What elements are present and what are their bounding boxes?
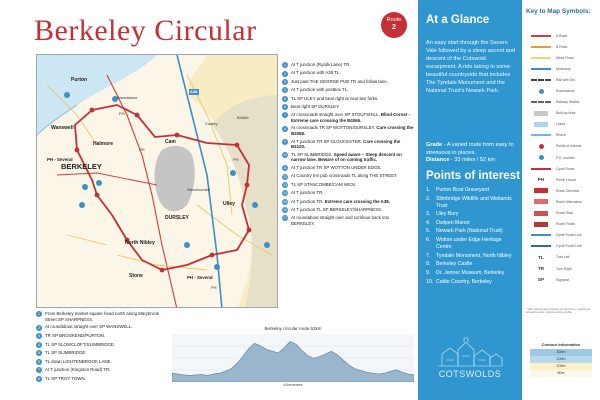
key-symbol-icon: [526, 221, 556, 228]
key-row: [526, 263, 598, 274]
town-purton: Purton: [71, 77, 88, 83]
route-badge-word: Route: [386, 17, 402, 23]
key-symbol-icon: [526, 232, 556, 239]
key-row: [526, 41, 598, 52]
key-label: Rail with Stn.: [556, 77, 576, 82]
step-text: [291, 182, 357, 188]
key-symbol-icon: [526, 88, 556, 95]
pub-marker: PH: [119, 111, 125, 116]
step-number-badge: 17: [283, 216, 287, 221]
key-symbol-icon: [526, 43, 556, 50]
key-label: Minor Road: [556, 55, 574, 60]
grade-text: [426, 142, 518, 158]
finish-label: PH - Several: [187, 275, 213, 280]
key-symbol-icon: [526, 32, 556, 39]
step-text: [291, 152, 414, 163]
poi-name: Dr. Jenner Museum, Berkeley: [436, 269, 505, 276]
step-number-badge: 5: [284, 96, 286, 101]
key-label: Turn Right: [556, 266, 572, 271]
step-instruction: TL down LIGHTENBROOK LANE.: [45, 358, 112, 364]
step-number-badge: 7: [38, 368, 40, 373]
direction-step: [36, 342, 164, 348]
step-instruction: From Berkeley market square head north along Marybrook Street SP SHARPNESS.: [45, 311, 159, 322]
key-label: Railway Station: [556, 100, 580, 105]
step-instruction: TL SP SLIMBRIDGE.: [291, 151, 333, 157]
cotswolds-label: COTSWOLDS: [438, 369, 502, 379]
contour-band: 300m: [530, 349, 592, 356]
step-warning: Extreme care crossing the A38.: [324, 198, 390, 204]
key-symbol-icon: [526, 143, 556, 150]
map-key: [522, 0, 600, 400]
key-label: Cycle Route Line: [556, 244, 582, 249]
place-breadstone: Breadstone: [117, 95, 138, 100]
river-severn: [37, 55, 157, 135]
step-warning: Speed aware – Steep descent on narrow lane. Beware of on coming traffic.: [291, 151, 402, 163]
key-symbol-icon: [526, 210, 556, 217]
step-number-badge: 4: [38, 342, 40, 347]
directions-list-bottom: [36, 311, 164, 384]
profile-chart: [172, 334, 414, 382]
place-coaley: Coaley: [205, 121, 218, 126]
key-label: A Road: [556, 33, 568, 38]
key-row: [526, 141, 598, 152]
contour-band: 200m: [530, 356, 592, 363]
step-text: [45, 367, 110, 373]
step-number-badge: 14: [283, 191, 287, 196]
key-row: [526, 163, 598, 174]
contour-band: 50m: [530, 370, 592, 377]
key-symbol-icon: [526, 165, 556, 172]
contour-title: Contour Information: [541, 342, 581, 347]
direction-step: [282, 182, 414, 188]
direction-step: [282, 79, 414, 85]
step-number-badge: 8: [284, 126, 286, 131]
poi-item: [426, 279, 518, 286]
poi-item: [426, 237, 518, 251]
step-number-badge: 3: [284, 79, 286, 84]
poi-item: [426, 261, 518, 268]
step-instruction: Just past THE GEORGE PUB TR and follow lane.: [291, 78, 388, 84]
direction-step: [36, 333, 164, 339]
key-row: [526, 174, 598, 185]
town-cam: Cam: [165, 139, 176, 145]
step-text: [291, 173, 398, 179]
poi-name: Uley Bury: [436, 211, 459, 218]
contour-200: [212, 95, 278, 308]
step-instruction: At T junction (Ryalls Lane) TR.: [291, 62, 351, 67]
poi-item: [426, 228, 518, 235]
key-row: [526, 85, 598, 96]
direction-step: [282, 104, 414, 110]
step-instruction: At Country Inn pub crossroads TL along THE STREET.: [291, 173, 398, 179]
key-symbol-icon: [526, 254, 556, 261]
step-instruction: At T junction TR.: [291, 190, 324, 196]
grade-value: - A varied route from easy to strenuous in places.: [426, 142, 514, 156]
step-text: [291, 199, 390, 205]
step-text: [291, 70, 341, 76]
step-text: [291, 96, 378, 102]
poi-item: [426, 211, 518, 218]
key-label: Roundabout: [556, 89, 575, 94]
poi-number: 4.: [426, 219, 431, 226]
key-abbrev: SP: [537, 277, 545, 283]
poi-item: [426, 196, 518, 210]
key-row: [526, 63, 598, 74]
step-instruction: At T junction TL SP BERKELEY/SHARPNESS.: [291, 206, 383, 212]
key-label: Motorway: [556, 66, 571, 71]
step-instruction: At T junction TR SP GLOUCESTER.: [291, 138, 362, 144]
poi-name: Owlpen Manor: [436, 219, 470, 226]
step-number-badge: 9: [284, 139, 286, 144]
poi-number: 10.: [426, 278, 434, 285]
key-label: Signpost: [556, 277, 570, 282]
pub-marker: PH: [139, 147, 145, 152]
step-text: [291, 125, 414, 136]
poi-name: Purton Boat Graveyard: [436, 187, 490, 193]
distance-label: Distance: [426, 157, 450, 163]
poi-number: 8.: [426, 261, 431, 268]
key-row: [526, 30, 598, 41]
glance-text: An easy start through the Severn Vale followed by a steep ascent and descent of the Cotswold escarpment. A ride taking in some beautiful countryside that includes The Tyndale Monument and the National Trust's Newark Park.: [426, 40, 516, 94]
key-label: Lakes: [556, 122, 566, 127]
direction-step: [282, 173, 414, 179]
info-panel: [418, 0, 522, 400]
step-text: [291, 62, 351, 68]
glance-heading: At a Glance: [426, 14, 490, 26]
step-number-badge: 5: [38, 351, 40, 356]
key-row: [526, 219, 598, 230]
poi-name: Wotton under Edge Heritage Centre: [436, 237, 502, 251]
town-stone: Stone: [129, 273, 143, 279]
step-instruction: Bear right SP DURSLEY.: [291, 103, 340, 109]
key-label: Public House: [556, 177, 576, 182]
distance-text: [426, 157, 518, 163]
profile-xlabel: Kilometres: [283, 382, 303, 387]
key-row: [526, 274, 598, 285]
start-label: PH - Several: [47, 157, 73, 162]
key-row: [526, 119, 598, 130]
poi-heading: Points of interest: [426, 170, 520, 182]
key-row: [526, 185, 598, 196]
step-text: [291, 112, 414, 123]
town-dursley: DURSLEY: [165, 215, 189, 221]
key-label: Route Direction: [556, 188, 580, 193]
direction-step: [282, 165, 414, 171]
step-number-badge: 6: [284, 105, 286, 110]
poi-list: [426, 187, 518, 287]
directions-list-right: [282, 62, 414, 228]
direction-step: [282, 152, 414, 163]
key-symbol-icon: [526, 110, 556, 117]
step-number-badge: 13: [283, 182, 287, 187]
key-symbol-icon: [526, 54, 556, 61]
step-instruction: TL SP ULEY and bear right at next two forks.: [291, 95, 379, 101]
key-note: * Take care at road crossings and junctions. Cyclists are advised to wear a helmet and be visible.: [526, 308, 591, 315]
key-row: [526, 74, 598, 85]
step-text: [291, 139, 414, 150]
step-text: [45, 359, 112, 365]
poi-number: 6.: [426, 237, 431, 244]
step-number-badge: 6: [38, 359, 40, 364]
direction-step: [282, 190, 414, 196]
key-label: Rivers: [556, 133, 566, 138]
contour-band: 100m: [530, 363, 592, 370]
step-number-badge: 4: [284, 88, 286, 93]
town-berkeley: BERKELEY: [61, 162, 102, 171]
place-stinchcombe: Stinchcombe: [187, 187, 211, 192]
cotswolds-landmark-icon: [436, 336, 504, 368]
step-text: [291, 104, 340, 110]
key-label: Points of Interest: [556, 144, 582, 149]
pub-marker: PH: [233, 157, 239, 162]
step-text: [45, 376, 86, 382]
key-label: Built-up Area: [556, 111, 576, 116]
town-wanswell: Wanswell: [51, 125, 74, 131]
step-text: [291, 87, 348, 93]
poi-number: 9.: [426, 269, 431, 276]
town-north-nibley: North Nibley: [125, 240, 155, 246]
key-symbol-icon: [526, 243, 556, 250]
step-warning: Blind Corner - Extreme care crossing the B4066.: [291, 112, 411, 123]
key-row: [526, 52, 598, 63]
step-text: [45, 311, 164, 322]
route-map[interactable]: [36, 54, 278, 308]
direction-step: [282, 70, 414, 76]
poi-name: Newark Park (National Trust): [436, 228, 503, 235]
step-text: [45, 350, 86, 356]
key-label: Cycle Route: [556, 166, 575, 171]
key-symbol-icon: [526, 265, 556, 272]
poi-number: 2.: [426, 195, 431, 202]
step-instruction: At T junction with A38 TL.: [291, 70, 341, 76]
direction-step: [36, 311, 164, 322]
poi-item: [426, 220, 518, 227]
step-instruction: TR SP BROOKEND/PURTON.: [45, 332, 106, 338]
poi-name: Tyndale Monument, North Nibley: [436, 252, 512, 259]
contour-bands: [530, 349, 592, 377]
poi-item: [426, 187, 518, 194]
contour-info: [530, 342, 592, 377]
step-number-badge: 12: [283, 174, 287, 179]
direction-step: [282, 139, 414, 150]
poi-name: Slimbridge Wildlife and Wetlands Trust: [436, 195, 512, 209]
key-row: [526, 252, 598, 263]
direction-step: [282, 62, 414, 68]
key-label: Cycle Route Link: [556, 233, 582, 238]
poi-name: Berkeley Castle: [436, 261, 473, 268]
key-label: P.O. number: [556, 155, 575, 160]
key-row: [526, 230, 598, 241]
page-title: Berkeley Circular: [34, 14, 257, 47]
key-symbol-icon: [526, 154, 556, 161]
step-text: [291, 215, 414, 226]
step-instruction: TL SP TROY TOWN.: [45, 375, 86, 381]
key-row: [526, 108, 598, 119]
step-instruction: At crossroads straight over SP STOUTSHILL.: [291, 112, 380, 118]
step-text: [291, 190, 323, 196]
key-symbol-icon: [526, 176, 556, 183]
route-badge: [381, 12, 407, 38]
key-label: B Road: [556, 44, 568, 49]
key-label: Turn Left: [556, 255, 570, 260]
step-instruction: At roundabout straight over and continue back into BERKELEY.: [291, 215, 390, 226]
step-text: [45, 324, 132, 330]
key-title: Key to Map Symbols:: [526, 8, 591, 15]
step-instruction: At T junction TR.: [291, 198, 324, 204]
key-row: [526, 130, 598, 141]
key-label: Route Start: [556, 211, 574, 216]
key-symbol-icon: [526, 99, 556, 106]
step-text: [291, 165, 382, 171]
poi-number: 5.: [426, 228, 431, 235]
direction-step: [282, 207, 414, 213]
key-symbol-icon: [526, 187, 556, 194]
key-symbol-icon: [526, 76, 556, 83]
built-up-area: [154, 146, 194, 211]
step-instruction: TL SP SLIMBRIDGE.: [45, 350, 87, 356]
elevation-profile: [172, 326, 414, 388]
road-label-a38: A38: [190, 89, 198, 94]
step-text: [45, 342, 115, 348]
key-symbol-icon: [526, 276, 556, 283]
direction-step: [36, 376, 164, 382]
step-instruction: At roundabout straight over SP WANSWELL.: [45, 324, 133, 330]
direction-step: [282, 112, 414, 123]
direction-step: [282, 215, 414, 226]
step-instruction: At T junction (Kingston Road) TR.: [45, 367, 111, 373]
direction-step: [282, 87, 414, 93]
step-number-badge: 10: [283, 153, 287, 157]
step-number-badge: 16: [283, 208, 287, 213]
profile-title: Berkeley circular route 52km: [264, 326, 322, 331]
key-symbol-icon: [526, 198, 556, 205]
step-instruction: At crossroads TR SP WOTTON/DURSLEY.: [291, 125, 376, 131]
key-symbol-icon: [526, 132, 556, 139]
step-text: [291, 79, 388, 85]
direction-step: [282, 125, 414, 136]
key-abbrev: TL: [538, 254, 544, 260]
road-label-b4066: B4066: [237, 115, 249, 120]
key-row: [526, 152, 598, 163]
map-drawing: [37, 55, 278, 308]
key-row: [526, 208, 598, 219]
poi-number: 7.: [426, 252, 431, 259]
direction-step: [36, 324, 164, 330]
poi-item: [426, 253, 518, 260]
step-number-badge: 3: [38, 334, 40, 339]
direction-step: [36, 350, 164, 356]
distance-value: - 33 miles / 52 km: [449, 157, 496, 163]
step-number-badge: 7: [284, 113, 286, 118]
key-row: [526, 241, 598, 252]
cotswolds-logo: [432, 336, 508, 382]
poi-item: [426, 270, 518, 277]
step-number-badge: 1: [38, 312, 40, 317]
direction-step: [36, 359, 164, 365]
step-number-badge: 11: [283, 166, 287, 171]
direction-step: [36, 367, 164, 373]
step-number-badge: 2: [38, 325, 40, 330]
key-row: [526, 196, 598, 207]
town-uley: Ulley: [223, 201, 235, 207]
pub-marker: PH: [211, 285, 217, 290]
step-instruction: At T junction TR SP WOTTON UNDER EDGE.: [291, 165, 382, 170]
step-text: [45, 333, 105, 339]
step-text: [291, 207, 382, 213]
town-halmore: Halmore: [93, 141, 114, 147]
key-row: [526, 97, 598, 108]
step-warning: Care crossing the B4058.: [291, 125, 414, 136]
grade-label: Grade: [426, 142, 443, 148]
step-instruction: TL SP STANCOMBE/CAM WICK.: [291, 181, 357, 187]
poi-name: Cattle Country, Berkeley: [436, 278, 492, 285]
poi-number: 3.: [426, 211, 431, 218]
key-label: Route Finish: [556, 222, 576, 227]
key-label: Route Alternative: [556, 199, 582, 204]
route-badge-number: 2: [392, 23, 396, 31]
step-number-badge: 15: [283, 199, 287, 204]
direction-step: [282, 199, 414, 205]
poi-number: 1.: [426, 187, 431, 193]
key-abbrev: PH: [537, 177, 545, 183]
key-symbol-icon: [526, 121, 556, 128]
step-number-badge: 1: [284, 63, 286, 68]
direction-step: [282, 96, 414, 102]
key-symbol-icon: [526, 65, 556, 72]
step-number-badge: 8: [38, 377, 40, 382]
step-instruction: TL SP SLOWCLOFT/SLIMBRIDGE.: [45, 341, 116, 347]
step-number-badge: 2: [284, 71, 286, 76]
key-abbrev: TR: [537, 266, 545, 272]
step-warning: Care crossing the B4120.: [291, 138, 401, 150]
key-list: [526, 30, 598, 285]
step-instruction: At T junction with postbox TL.: [291, 87, 349, 93]
